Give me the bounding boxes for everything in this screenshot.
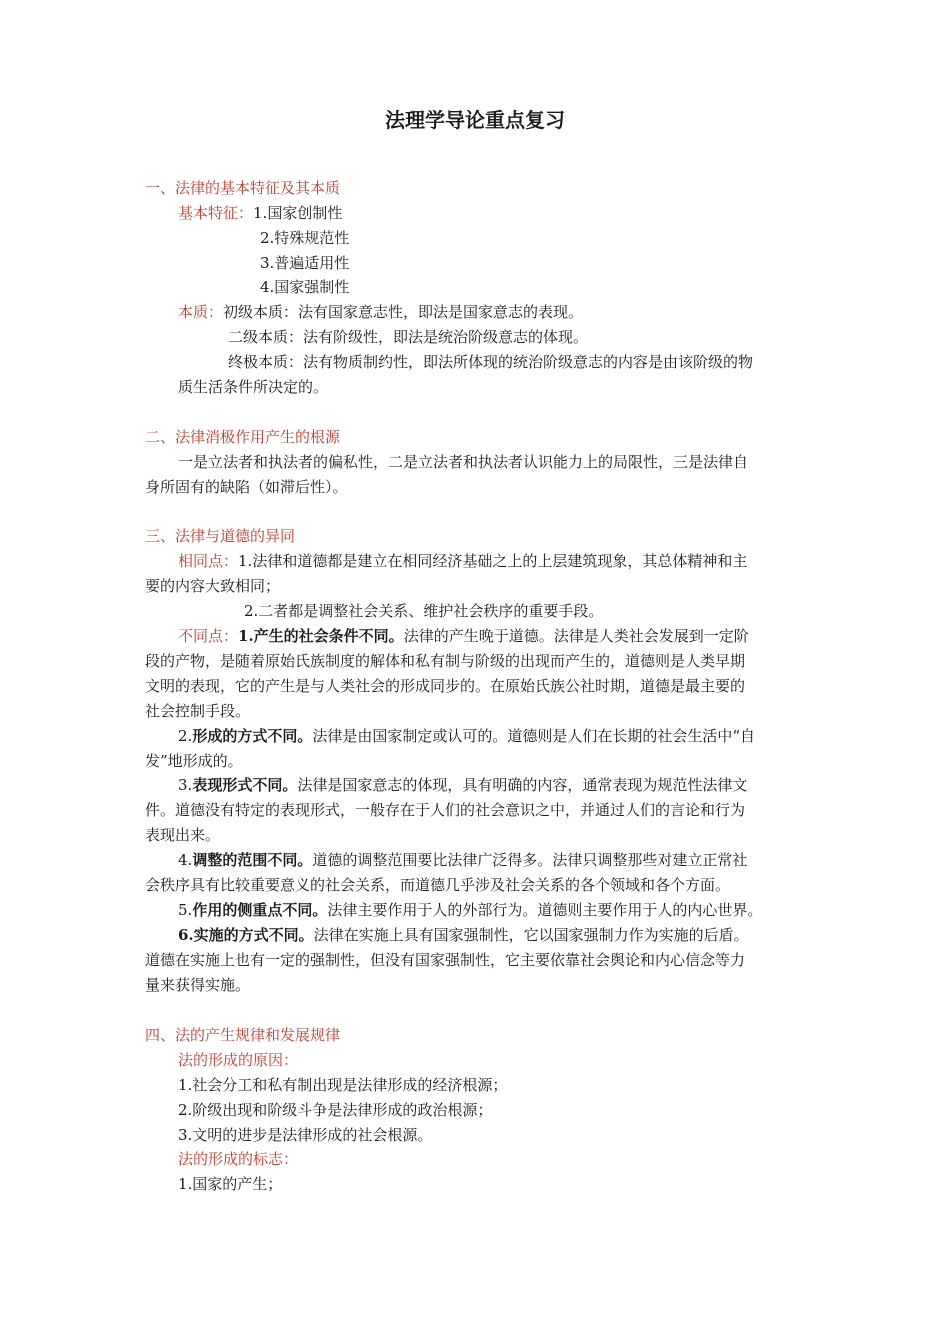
causes-label: 法的形成的原因：: [178, 1051, 299, 1069]
paragraph-line: 道德在实施上也有一定的强制性，但没有国家强制性，它主要依靠社会舆论和内心信念等力: [145, 951, 746, 969]
paragraph-text: 法律在实施上具有国家强制性，它以国家强制力作为实施的后盾。: [313, 926, 749, 944]
diff-heading: 作用的侧重点不同。: [192, 901, 328, 919]
diff-row-2: [178, 725, 755, 747]
section-3-heading: 三、法律与道德的异同: [145, 527, 296, 545]
diff-row-4: [178, 849, 747, 871]
paragraph-line: 段的产物，是随着原始氏族制度的解体和私有制与阶级的出现而产生的，道德则是人类早期: [145, 652, 746, 670]
feature-item: 2.特殊规范性: [260, 229, 350, 247]
diff-row-3: [178, 774, 747, 796]
diff-heading: 6.实施的方式不同。: [178, 926, 314, 944]
section-4-heading: 四、法的产生规律和发展规律: [145, 1026, 341, 1044]
page-title: 法理学导论重点复习: [385, 108, 565, 132]
diff-number: 5.: [178, 901, 193, 919]
paragraph-text: 法律的产生晚于道德。法律是人类社会发展到一定阶: [403, 627, 749, 645]
essence-text: 质生活条件所决定的。: [178, 378, 329, 396]
diff-label: 不同点：: [178, 627, 239, 645]
paragraph-text: 道德的调整范围要比法律广泛得多。法律只调整那些对建立正常社: [312, 851, 748, 869]
paragraph-line: 件。道德没有特定的表现形式，一般存在于人们的社会意识之中，并通过人们的言论和行为: [145, 801, 746, 819]
diff-row-6: [178, 924, 749, 946]
paragraph-line: 2.二者都是调整社会关系、维护社会秩序的重要手段。: [244, 602, 604, 620]
features-label: 基本特征：: [178, 204, 254, 222]
section-2-heading: 二、法律消极作用产生的根源: [145, 428, 341, 446]
paragraph-text: 法律是国家意志的体现，具有明确的内容，通常表现为规范性法律文: [297, 776, 748, 794]
essence-label: 本质：: [178, 303, 224, 321]
feature-item: 1.国家创制性: [253, 204, 343, 222]
cause-item: 1.社会分工和私有制出现是法律形成的经济根源；: [178, 1076, 508, 1094]
paragraph-line: 量来获得实施。: [145, 976, 251, 994]
essence-row-1: [178, 301, 583, 323]
same-row-1: [178, 550, 747, 572]
paragraph-text: 1.法律和道德都是建立在相同经济基础之上的上层建筑现象，其总体精神和主: [238, 552, 748, 570]
paragraph-line: 表现出来。: [145, 826, 221, 844]
diff-heading: 形成的方式不同。: [192, 727, 313, 745]
feature-item: 4.国家强制性: [260, 278, 350, 296]
cause-item: 3.文明的进步是法律形成的社会根源。: [178, 1126, 433, 1144]
feature-item: 3.普遍适用性: [260, 254, 350, 272]
paragraph-line: 文明的表现，它的产生是与人类社会的形成同步的。在原始氏族公社时期，道德是最主要的: [145, 677, 746, 695]
essence-text: 二级本质：法有阶级性，即法是统治阶级意志的体现。: [228, 328, 589, 346]
paragraph-line: 要的内容大致相同；: [145, 577, 281, 595]
paragraph-line: 社会控制手段。: [145, 702, 251, 720]
paragraph-line: 发”地形成的。: [145, 752, 243, 770]
diff-heading: 调整的范围不同。: [192, 851, 313, 869]
paragraph-line: 身所固有的缺陷（如滞后性）。: [145, 478, 348, 496]
paragraph-text: 法律主要作用于人的外部行为。道德则主要作用于人的内心世界。: [327, 901, 763, 919]
paragraph-line: 一是立法者和执法者的偏私性，二是立法者和执法者认识能力上的局限性，三是法律自: [178, 453, 749, 471]
essence-text: 终极本质：法有物质制约性，即法所体现的统治阶级意志的内容是由该阶级的物: [228, 353, 754, 371]
features-row-1: [178, 202, 342, 224]
essence-text: 初级本质：法有国家意志性，即法是国家意志的表现。: [223, 303, 584, 321]
section-1-heading: 一、法律的基本特征及其本质: [145, 179, 341, 197]
diff-heading: 1.产生的社会条件不同。: [238, 627, 404, 645]
paragraph-text: 法律是由国家制定或认可的。道德则是人们在长期的社会生活中“自: [312, 727, 755, 745]
mark-item: 1.国家的产生；: [178, 1175, 283, 1193]
diff-heading: 表现形式不同。: [192, 776, 298, 794]
diff-number: 4.: [178, 851, 193, 869]
marks-label: 法的形成的标志：: [178, 1150, 299, 1168]
diff-number: 2.: [178, 727, 193, 745]
same-label: 相同点：: [178, 552, 239, 570]
diff-row-5: [178, 899, 762, 921]
cause-item: 2.阶级出现和阶级斗争是法律形成的政治根源；: [178, 1101, 493, 1119]
diff-number: 3.: [178, 776, 193, 794]
paragraph-line: 会秩序具有比较重要意义的社会关系，而道德几乎涉及社会关系的各个领域和各个方面。: [145, 876, 731, 894]
diff-row-1: [178, 625, 749, 647]
